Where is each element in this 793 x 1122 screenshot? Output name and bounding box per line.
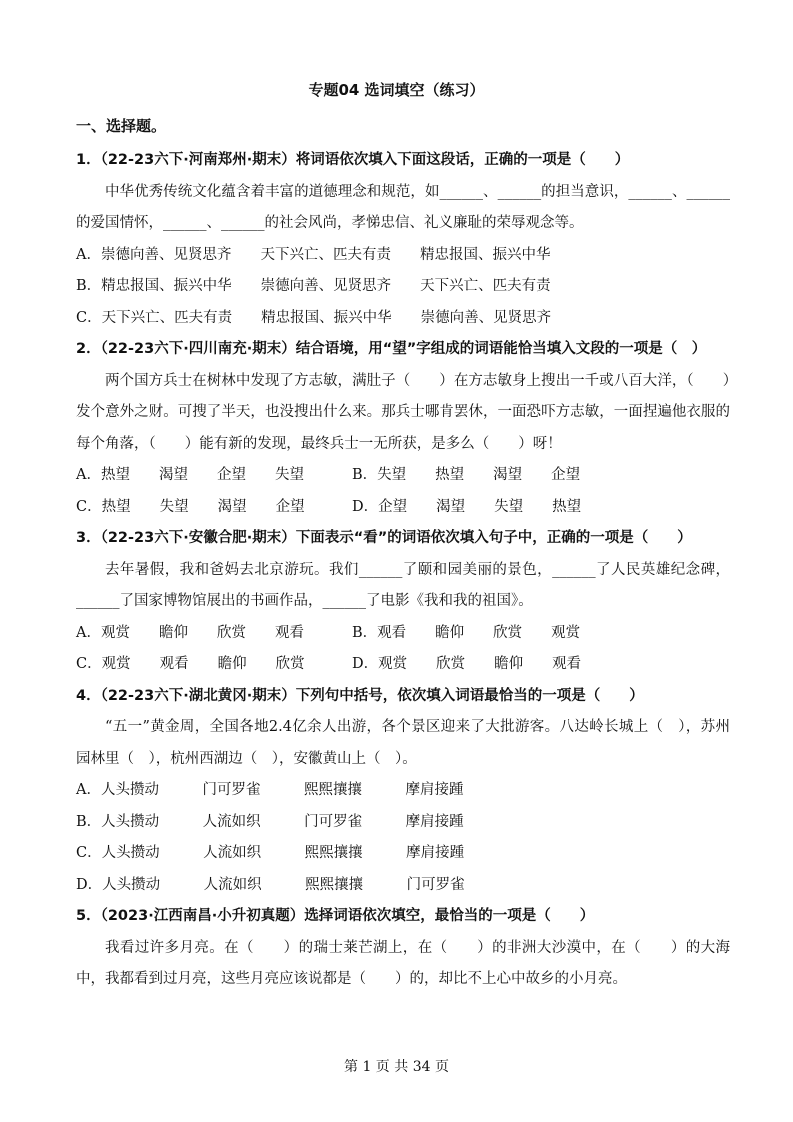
question-passage: 我看过许多月亮。在（ ）的瑞士莱芒湖上，在（ ）的非洲大沙漠中，在（ ）的大海中，我都看到过月亮，这些月亮应该说都是（ ）的，却比不上心中故乡的小月亮。	[76, 939, 730, 987]
option-c: C．人头攒动 人流如织 熙熙攘攘 摩肩接踵	[76, 845, 465, 861]
option-c: C．天下兴亡、匹夫有责 精忠报国、振兴中华 崇德向善、见贤思齐	[76, 309, 552, 326]
questions-container	[76, 145, 730, 996]
option-row	[76, 492, 730, 524]
question-stem: 2．（22-23六下·四川南充·期末）结合语境，用“望”字组成的词语能恰当填入文段的一项是（ ）	[76, 341, 707, 357]
option-c: C．热望 失望 渴望 企望	[76, 498, 305, 515]
option-d: D．观赏 欣赏 瞻仰 观看	[352, 656, 582, 672]
option-b: B．人头攒动 人流如织 门可罗雀 摩肩接踵	[76, 813, 464, 830]
question-5	[76, 901, 730, 996]
question-2	[76, 334, 730, 523]
question-1	[76, 145, 730, 334]
option-a: A．观赏 瞻仰 欣赏 观看	[76, 624, 304, 641]
option-b: B．精忠报国、振兴中华 崇德向善、见贤思齐 天下兴亡、匹夫有责	[76, 278, 551, 294]
question-passage: 两个国方兵士在树林中发现了方志敏，满肚子（ ）在方志敏身上搜出一千或八百大洋，（ ）发个意外之财。可搜了半天，也没搜出什么来。那兵士哪肯罢休，一面恐吓方志敏，一面捏遍他衣服的每个角落，（ ）能有新的发现，最终兵士一无所获，是多么（ ）呀！	[76, 372, 730, 452]
option-b: B．观看 瞻仰 欣赏 观赏	[352, 624, 581, 641]
question-3	[76, 523, 730, 681]
option-row	[76, 618, 730, 650]
question-4	[76, 681, 730, 902]
question-passage: 去年暑假，我和爸妈去北京游玩。我们______了颐和园美丽的景色，______了人民英雄纪念碑，______了国家博物馆展出的书画作品，______了电影《我和我的祖国》。	[76, 561, 730, 609]
option-a: A．人头攒动 门可罗雀 熙熙攘攘 摩肩接踵	[76, 782, 464, 798]
option-row	[76, 649, 730, 681]
option-c: C．观赏 观看 瞻仰 欣赏	[76, 656, 305, 672]
option-a: A．热望 渴望 企望 失望	[76, 467, 304, 483]
page-title: 专题04 选词填空（练习）	[308, 81, 485, 99]
section-heading: 一、选择题。	[76, 117, 167, 135]
option-a: A．崇德向善、见贤思齐 天下兴亡、匹夫有责 精忠报国、振兴中华	[76, 246, 551, 263]
option-row	[76, 460, 730, 492]
option-d: D．人头攒动 人流如织 熙熙攘攘 门可罗雀	[76, 876, 465, 893]
option-b: B．失望 热望 渴望 企望	[352, 467, 581, 483]
question-stem: 5．（2023·江西南昌·小升初真题）选择词语依次填空，最恰当的一项是（ ）	[76, 908, 595, 924]
question-stem: 1．（22-23六下·河南郑州·期末）将词语依次填入下面这段话，正确的一项是（ ）	[76, 152, 630, 168]
option-d: D．企望 渴望 失望 热望	[352, 498, 582, 515]
question-stem: 3．（22-23六下·安徽合肥·期末）下面表示“看”的词语依次填入句子中，正确的一项是（ ）	[76, 530, 692, 546]
page-footer: 第 1 页 共 34 页	[344, 1059, 449, 1075]
question-stem: 4．（22-23六下·湖北黄冈·期末）下列句中括号，依次填入词语最恰当的一项是（ ）	[76, 687, 644, 704]
question-passage: “五一”黄金周，全国各地2.4亿余人出游，各个景区迎来了大批游客。八达岭长城上（ ），苏州园林里（ ），杭州西湖边（ ），安徽黄山上（ ）。	[76, 719, 730, 767]
question-passage: 中华优秀传统文化蕴含着丰富的道德理念和规范，如______、______的担当意识，______、______的爱国情怀，______、______的社会风尚，孝悌忠信、礼义廉耻的荣辱观念等。	[76, 183, 730, 231]
